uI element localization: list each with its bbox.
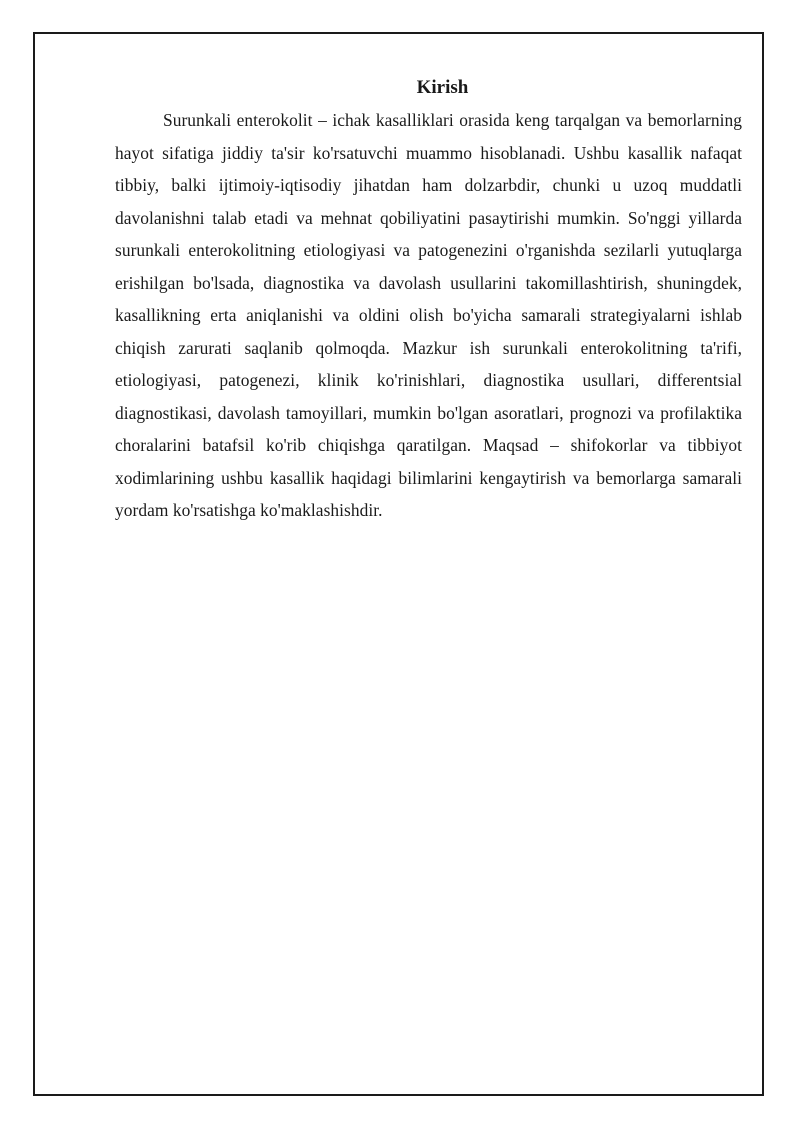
document-title: Kirish [416, 77, 469, 98]
document-body [115, 76, 742, 527]
intro-paragraph: Surunkali enterokolit – ichak kasalliklari orasida keng tarqalgan va bemorlarning hayot sifatiga jiddiy ta'sir ko'rsatuvchi muammo hisoblanadi. Ushbu kasallik nafaqat tibbiy, balki ijtimoiy-iqtisodiy jihatdan ham dolzarbdir, chunki u uzoq muddatli davolanishni talab etadi va mehnat qobiliyatini pasaytirishi mumkin. So'nggi yillarda surunkali enterokolitning etiologiyasi va patogenezini o'rganishda sezilarli yutuqlarga erishilgan bo'lsada, diagnostika va davolash usullarini takomillashtirish, shuningdek, kasallikning erta aniqlanishi va oldini olish bo'yicha samarali strategiyalarni ishlab chiqish zarurati saqlanib qolmoqda. Mazkur ish surunkali enterokolitning ta'rifi, etiologiyasi, patogenezi, klinik ko'rinishlari, diagnostika usullari, differentsial diagnostikasi, davolash tamoyillari, mumkin bo'lgan asoratlari, prognozi va profilaktika choralarini batafsil ko'rib chiqishga qaratilgan. Maqsad – shifokorlar va tibbiyot xodimlarining ushbu kasallik haqidagi bilimlarini kengaytirish va bemorlarga samarali yordam ko'rsatishga ko'maklashishdir. [115, 110, 742, 520]
